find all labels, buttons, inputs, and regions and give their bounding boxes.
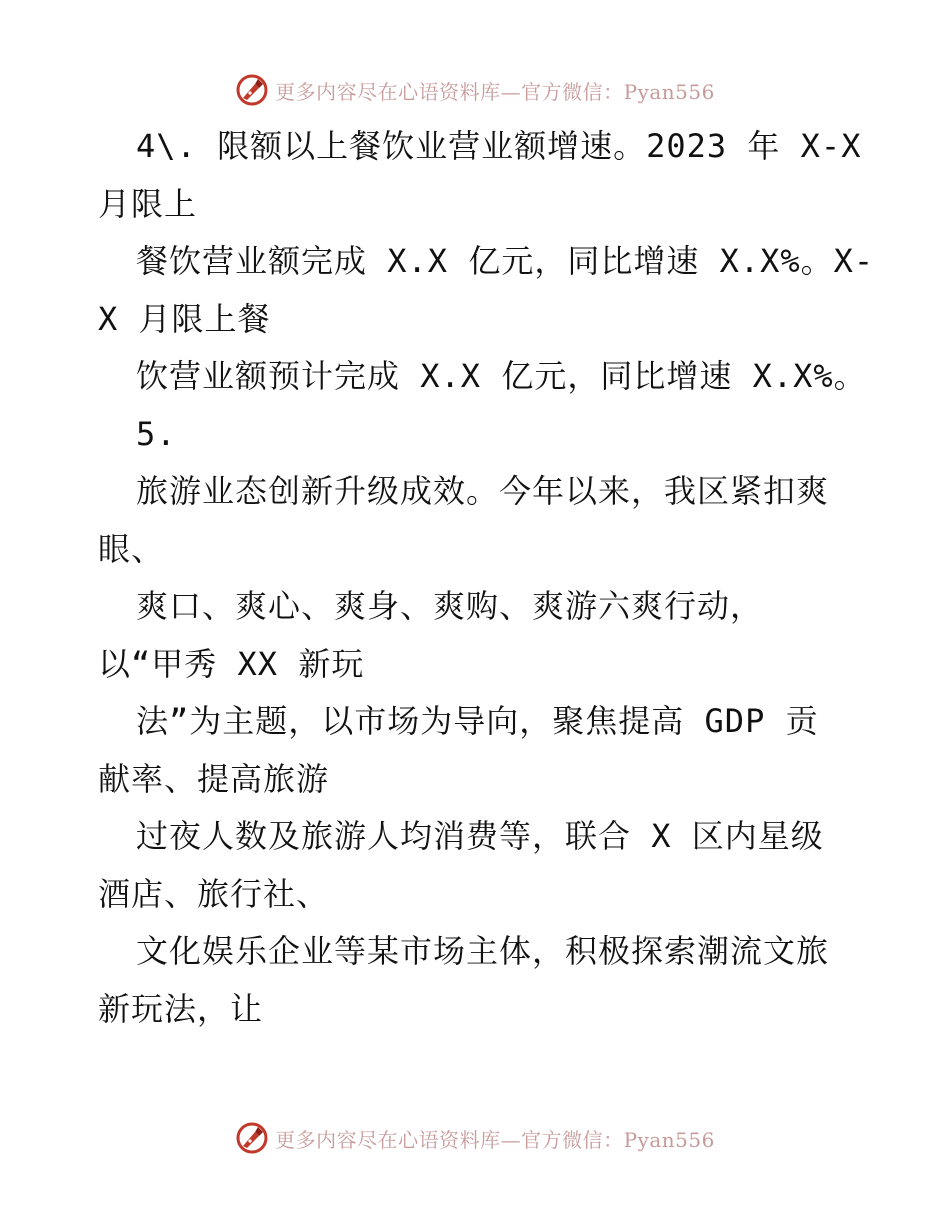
pen-nib-logo-icon bbox=[235, 1121, 269, 1155]
banner-wechat: 官方微信：Pyan556 bbox=[521, 1127, 715, 1152]
footer-banner bbox=[0, 1118, 950, 1158]
document-line: 以“甲秀 XX 新玩 bbox=[98, 644, 365, 683]
pen-nib-logo-icon bbox=[235, 73, 269, 107]
document-line: X 月限上餐 bbox=[98, 299, 271, 338]
document-line: 爽口、爽心、爽身、爽购、爽游六爽行动， bbox=[136, 587, 764, 625]
document-line: 旅游业态创新升级成效。今年以来，我区紧扣爽 bbox=[136, 472, 830, 510]
banner-wechat: 官方微信：Pyan556 bbox=[521, 79, 715, 104]
document-line: 餐饮营业额完成 X.X 亿元，同比增速 X.X%。X- bbox=[136, 242, 875, 280]
banner-separator: — bbox=[500, 79, 522, 104]
header-banner bbox=[0, 70, 950, 110]
banner-title: 更多内容尽在心语资料库 bbox=[275, 79, 501, 104]
document-line: 5. bbox=[136, 414, 177, 453]
document-line: 酒店、旅行社、 bbox=[98, 874, 330, 913]
document-line: 新玩法，让 bbox=[98, 989, 264, 1028]
document-line: 过夜人数及旅游人均消费等，联合 X 区内星级 bbox=[136, 817, 824, 855]
document-line: 文化娱乐企业等某市场主体，积极探索潮流文旅 bbox=[136, 932, 830, 970]
banner-title: 更多内容尽在心语资料库 bbox=[275, 1127, 501, 1152]
document-body bbox=[98, 118, 878, 1038]
document-line: 4\. 限额以上餐饮业营业额增速。2023 年 X-X bbox=[136, 127, 862, 165]
document-line: 献率、提高旅游 bbox=[98, 759, 330, 798]
banner-separator: — bbox=[500, 1127, 522, 1152]
document-line: 法”为主题，以市场为导向，聚焦提高 GDP 贡 bbox=[136, 702, 819, 740]
document-line: 饮营业额预计完成 X.X 亿元，同比增速 X.X%。 bbox=[136, 357, 867, 395]
document-line: 月限上 bbox=[98, 184, 198, 223]
document-line: 眼、 bbox=[98, 529, 165, 568]
